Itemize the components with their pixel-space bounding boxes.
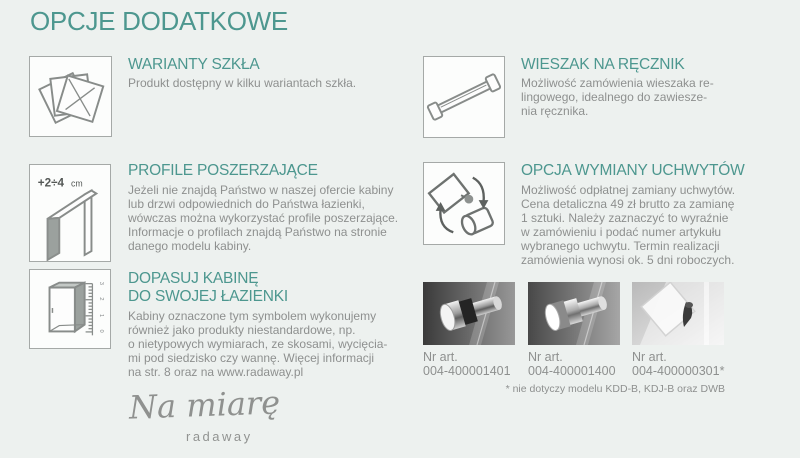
section-heading-handles: OPCJA WYMIANY UCHWYTÓW xyxy=(521,162,745,179)
body-line: Kabiny oznaczone tym symbolem wykonujemy xyxy=(128,309,377,323)
product-label-2 xyxy=(528,350,616,378)
body-line: Jeżeli nie znajdą Państwo w naszej ofercie kabiny xyxy=(128,183,394,197)
body-line: o nietypowych wymiarach, ze skosami, wycięcia- xyxy=(128,337,388,351)
section-heading-glass: WARIANTY SZKŁA xyxy=(128,56,260,73)
art-number: 004-400000301* xyxy=(632,364,725,378)
body-line: również jako produkty niestandardowe, np. xyxy=(128,323,356,337)
profile-range-unit: cm xyxy=(70,178,83,189)
ruler-number: 0 xyxy=(98,329,105,333)
product-photo-diamond-handle-0301 xyxy=(632,282,724,345)
body-line: 1 sztuki. Należy zaznaczyć to wyraźnie xyxy=(521,211,729,225)
body-line: danego modelu kabiny. xyxy=(128,239,252,253)
art-caption: Nr art. xyxy=(528,350,563,364)
cabin-with-ruler-icon-art xyxy=(30,270,110,348)
product-label-1 xyxy=(423,350,511,378)
product-photo-knob-1400 xyxy=(528,282,620,345)
art-number: 004-400001401 xyxy=(423,364,511,378)
body-line: mi pod siedzisko czy wannę. Więcej informacji xyxy=(128,351,375,365)
na-miare-logo: Na miarę xyxy=(128,383,281,427)
towel-rail-icon xyxy=(423,56,505,138)
body-line: zamówienia wynosi ok. 5 dni roboczych. xyxy=(521,253,735,267)
handle-swap-icon-art xyxy=(424,163,504,244)
art-caption: Nr art. xyxy=(632,350,667,364)
section-body-fit xyxy=(128,309,387,379)
section-body-towel xyxy=(521,76,714,118)
page-title: OPCJE DODATKOWE xyxy=(30,6,288,36)
product-photo-knob-1401 xyxy=(423,282,515,345)
ruler-number: 1 xyxy=(98,313,105,318)
body-line: nia ręcznika. xyxy=(521,104,589,118)
body-line: Cena detaliczna 49 zł brutto za zamianę xyxy=(521,197,735,211)
section-body-profiles xyxy=(128,183,398,253)
body-line: Produkt dostępny w kilku wariantach szkła. xyxy=(128,76,357,90)
body-line: wówczas można wykorzystać profile poszerzające. xyxy=(128,211,399,225)
section-body-handles xyxy=(521,183,735,267)
ruler-number: 2 xyxy=(98,297,105,301)
body-line: Informacje o profilach znajdą Państwo na stronie xyxy=(128,225,387,239)
ruler-number: 3 xyxy=(98,281,105,285)
body-line: wybranego uchwytu. Termin realizacji xyxy=(521,239,720,253)
profile-range-label: +2÷4 xyxy=(37,176,65,190)
body-line: lub drzwi odpowiednich do Państwa łazienki, xyxy=(128,197,365,211)
glass-panes-icon-art xyxy=(30,57,111,136)
section-heading-fit-line1: DOPASUJ KABINĘ xyxy=(128,270,259,287)
towel-rail-icon-art xyxy=(424,57,504,137)
profile-extension-icon xyxy=(29,164,111,262)
glass-panes-icon xyxy=(29,56,112,137)
footnote: * nie dotyczy modelu KDD-B, KDJ-B oraz DWB xyxy=(505,383,725,395)
section-heading-towel: WIESZAK NA RĘCZNIK xyxy=(521,56,685,73)
profile-extension-icon-art xyxy=(30,165,110,261)
body-line: na str. 8 oraz na www.radaway.pl xyxy=(128,365,304,379)
cabin-with-ruler-icon xyxy=(29,269,111,349)
art-number: 004-400001400 xyxy=(528,364,616,378)
body-line: Możliwość odpłatnej zamiany uchwytów. xyxy=(521,183,736,197)
handle-swap-arrows-icon xyxy=(423,162,505,245)
radaway-logo: radaway xyxy=(186,429,253,444)
body-line: lingowego, idealnego do zawiesze- xyxy=(521,90,708,104)
section-body-glass xyxy=(128,76,356,90)
section-heading-fit-line2: DO SWOJEJ ŁAZIENKI xyxy=(128,288,289,305)
body-line: Możliwość zamówienia wieszaka re- xyxy=(521,76,714,90)
section-heading-profiles: PROFILE POSZERZAJĄCE xyxy=(128,162,318,179)
art-caption: Nr art. xyxy=(423,350,458,364)
body-line: w zamówieniu i podać numer artykułu xyxy=(521,225,722,239)
product-label-3 xyxy=(632,350,724,378)
